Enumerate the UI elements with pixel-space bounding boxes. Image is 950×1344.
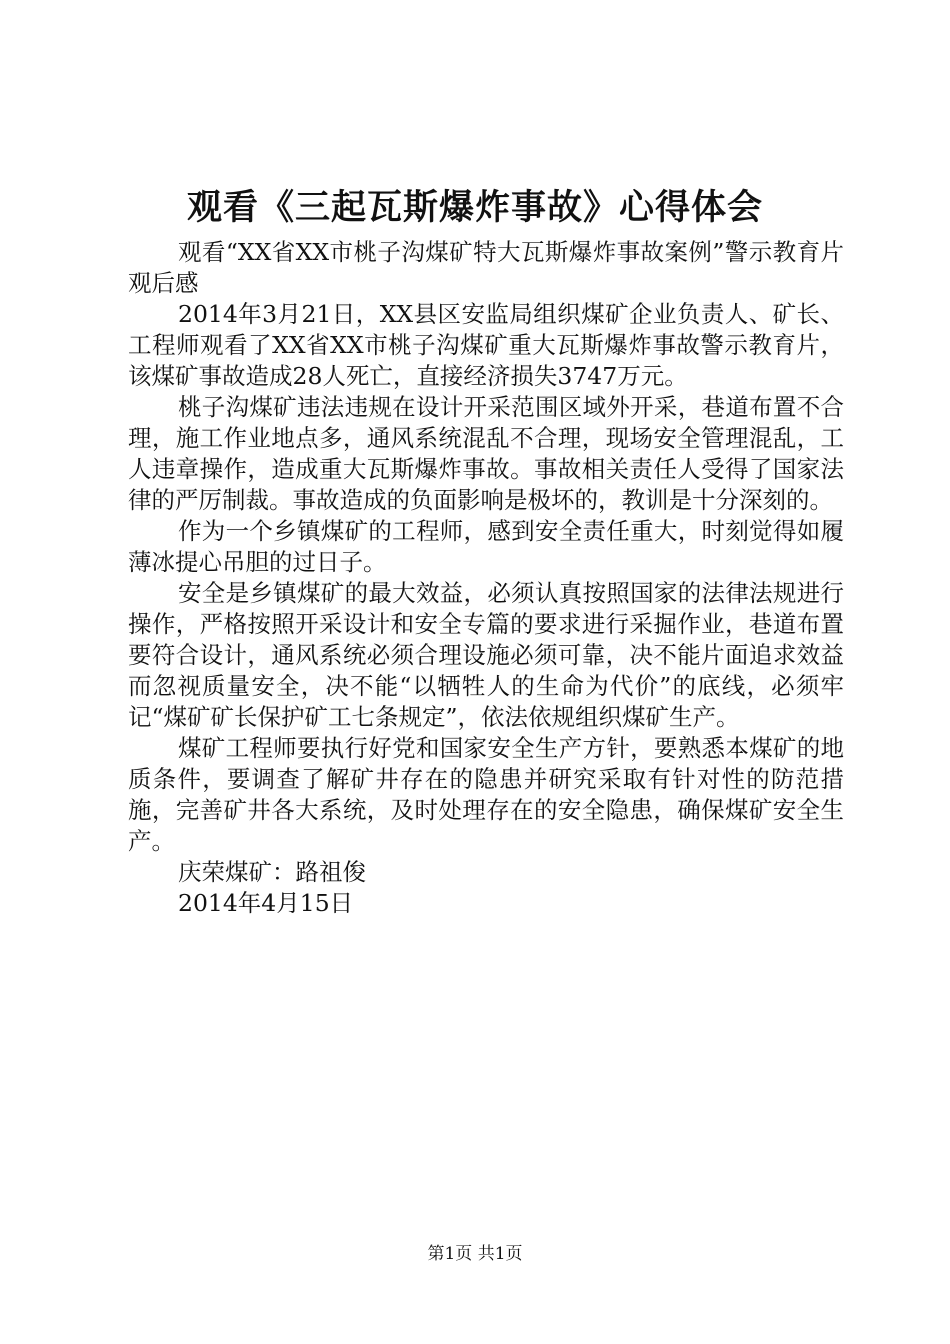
page-footer: 第1页 共1页 [427, 1244, 523, 1264]
subtitle-paragraph: 观看“XX省XX市桃子沟煤矿特大瓦斯爆炸事故案例”警示教育片观后感 [128, 238, 844, 297]
document-title: 观看《三起瓦斯爆炸事故》心得体会 [186, 187, 763, 228]
body-paragraph: 2014年3月21日，XX县区安监局组织煤矿企业负责人、矿长、工程师观看了XX省XX市桃子沟煤矿重大瓦斯爆炸事故警示教育片，该煤矿事故造成28人死亡，直接经济损失3747万元。 [128, 300, 844, 390]
body-paragraph: 安全是乡镇煤矿的最大效益，必须认真按照国家的法律法规进行操作，严格按照开采设计和安全专篇的要求进行采掘作业，巷道布置要符合设计，通风系统必须合理设施必须可靠，决不能片面追求效益而忽视质量安全，决不能“以牺牲人的生命为代价”的底线，必须牢记“煤矿矿长保护矿工七条规定”，依法依规组织煤矿生产。 [128, 579, 844, 731]
document-date: 2014年4月15日 [178, 889, 354, 917]
body-paragraph: 煤矿工程师要执行好党和国家安全生产方针，要熟悉本煤矿的地质条件，要调查了解矿井存在的隐患并研究采取有针对性的防范措施，完善矿井各大系统，及时处理存在的安全隐患，确保煤矿安全生产。 [128, 734, 844, 855]
body-paragraph: 作为一个乡镇煤矿的工程师，感到安全责任重大，时刻觉得如履薄冰提心吊胆的过日子。 [128, 517, 844, 576]
author-signature: 庆荣煤矿：路祖俊 [178, 858, 366, 886]
document-body [128, 237, 844, 919]
body-paragraph: 桃子沟煤矿违法违规在设计开采范围区域外开采，巷道布置不合理，施工作业地点多，通风系统混乱不合理，现场安全管理混乱，工人违章操作，造成重大瓦斯爆炸事故。事故相关责任人受得了国家法律的严厉制裁。事故造成的负面影响是极坏的，教训是十分深刻的。 [128, 393, 844, 514]
